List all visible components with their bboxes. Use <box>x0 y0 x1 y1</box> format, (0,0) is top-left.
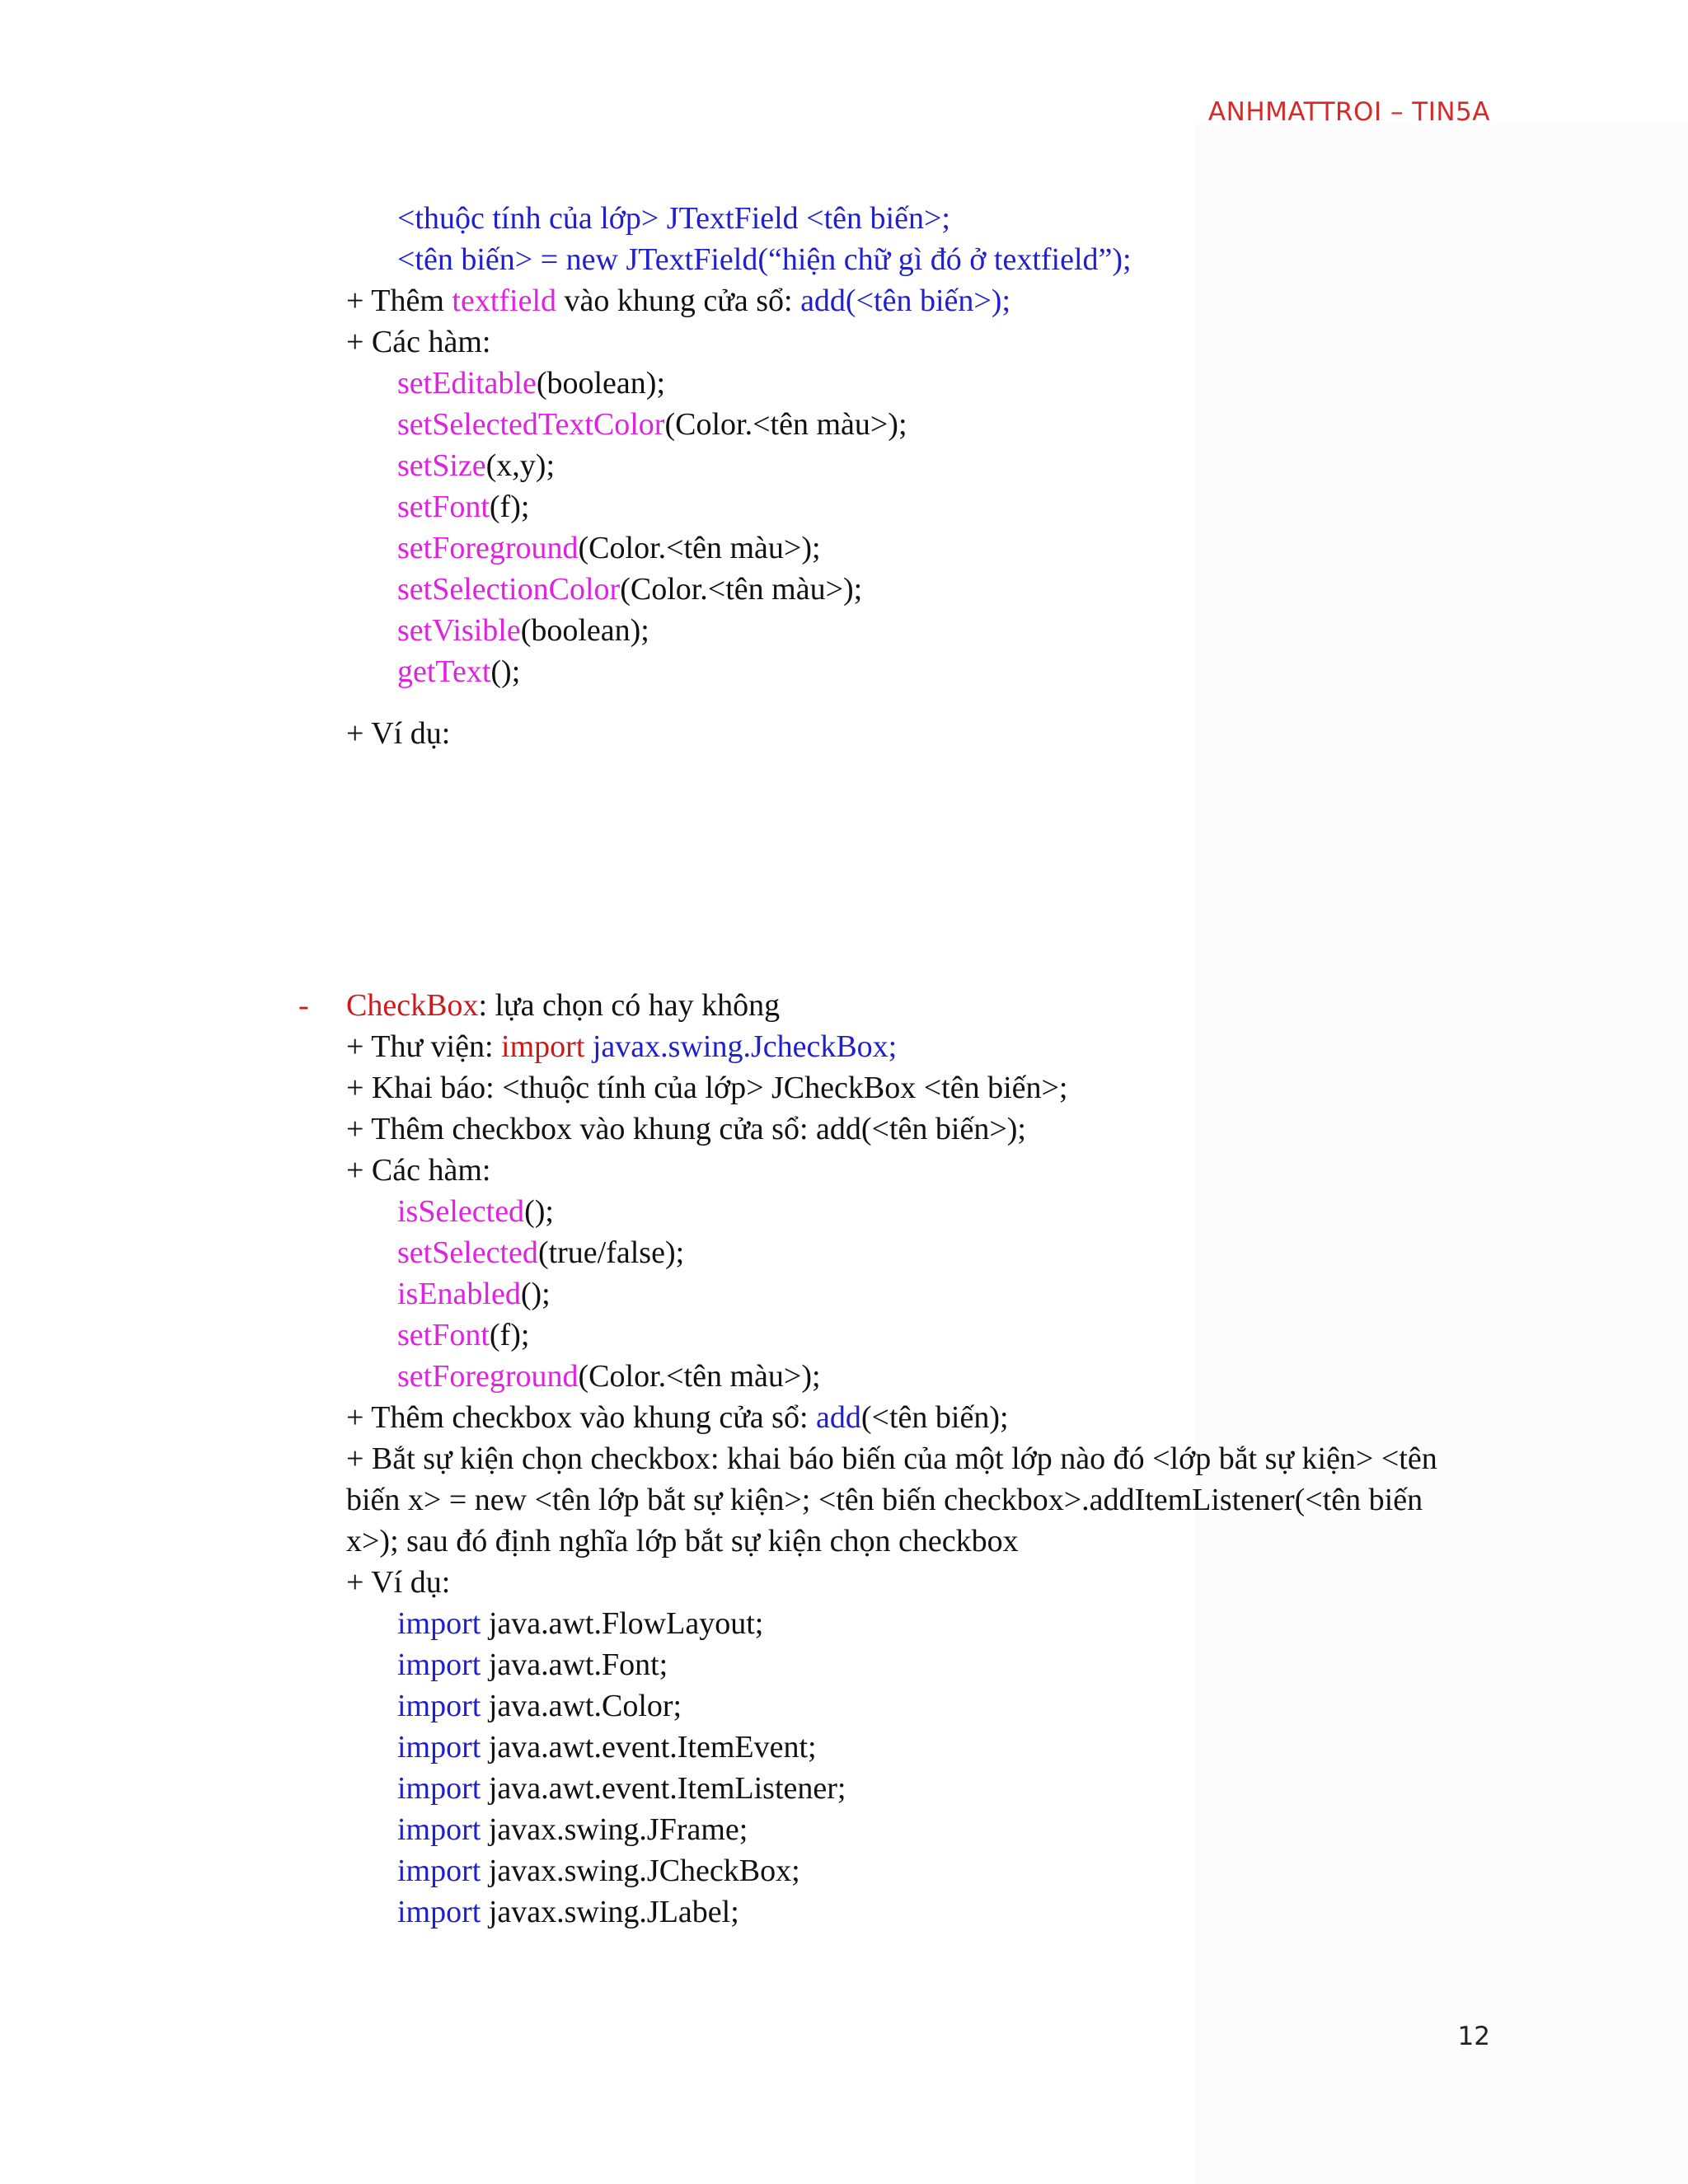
import-package: java.awt.Font; <box>481 1647 668 1682</box>
import-statement <box>397 1891 739 1933</box>
checkbox-title: CheckBox <box>346 988 479 1023</box>
import-package: javax.swing.JFrame; <box>481 1812 748 1847</box>
method-item <box>397 610 649 651</box>
add2-prefix: + Thêm checkbox vào khung cửa sổ: <box>346 1400 817 1435</box>
method-args: (); <box>490 654 521 689</box>
method-name: setSize <box>397 448 486 483</box>
method-item <box>397 527 821 569</box>
method-item <box>397 569 862 610</box>
add2-keyword: add <box>816 1400 861 1435</box>
method-name: setForeground <box>397 1359 579 1394</box>
import-keyword: import <box>397 1812 481 1847</box>
import-statement <box>397 1809 748 1850</box>
import-keyword: import <box>397 1647 481 1682</box>
add-prefix: + Thêm <box>346 284 452 318</box>
textfield-initialization: <tên biến> = new JTextField(“hiện chữ gì đó ở textfield”); <box>397 242 1132 277</box>
method-name: setSelectionColor <box>397 572 621 607</box>
method-args: (); <box>520 1277 551 1311</box>
method-args: (Color.<tên màu>); <box>664 407 907 442</box>
import-package: java.awt.FlowLayout; <box>481 1606 764 1641</box>
import-keyword: import <box>397 1771 481 1806</box>
method-name: isEnabled <box>397 1277 521 1311</box>
import-keyword: import <box>397 1606 481 1641</box>
method-args: (true/false); <box>537 1235 685 1270</box>
add-middle: vào khung cửa sổ: <box>556 284 801 318</box>
event-paragraph-line: x>); sau đó định nghĩa lớp bắt sự kiện chọn checkbox <box>346 1524 1019 1558</box>
checkbox-example-label: + Ví dụ: <box>346 1565 451 1600</box>
add2-rest: (<tên biến); <box>860 1400 1009 1435</box>
checkbox-title-rest: : lựa chọn có hay không <box>478 988 781 1023</box>
method-args: (Color.<tên màu>); <box>620 572 863 607</box>
import-statement <box>397 1727 817 1768</box>
page-number: 12 <box>1457 2022 1490 2051</box>
method-item <box>397 1232 684 1273</box>
textfield-add-line <box>346 280 1010 321</box>
import-package: javax.swing.JLabel; <box>481 1895 739 1929</box>
add-code: add(<tên biến>); <box>800 284 1011 318</box>
textfield-methods-label: + Các hàm: <box>346 325 491 359</box>
import-package: javax.swing.JCheckBox; <box>481 1854 800 1888</box>
method-name: setSelected <box>397 1235 538 1270</box>
method-item <box>397 651 520 692</box>
method-name: setForeground <box>397 531 579 565</box>
checkbox-add-line-2 <box>346 1397 1009 1438</box>
method-item <box>397 1315 529 1356</box>
method-args: (); <box>524 1194 554 1229</box>
import-keyword: import <box>501 1029 585 1064</box>
method-name: setVisible <box>397 613 521 648</box>
textfield-declaration: <thuộc tính của lớp> JTextField <tên biến>; <box>397 201 950 236</box>
method-args: (boolean); <box>536 366 665 401</box>
method-item <box>397 1273 551 1315</box>
method-args: (Color.<tên màu>); <box>578 531 821 565</box>
event-paragraph-line: + Bắt sự kiện chọn checkbox: khai báo biến của một lớp nào đó <lớp bắt sự kiện> <tên <box>346 1441 1437 1476</box>
method-item <box>397 486 529 527</box>
textfield-keyword: textfield <box>452 284 557 318</box>
running-header: ANHMATTROI – TIN5A <box>1207 97 1490 127</box>
library-prefix: + Thư viện: <box>346 1029 502 1064</box>
method-item <box>397 404 907 445</box>
method-name: setFont <box>397 490 490 524</box>
checkbox-library-line <box>346 1026 897 1067</box>
method-name: setEditable <box>397 366 537 401</box>
method-item <box>397 1191 554 1232</box>
method-args: (x,y); <box>485 448 556 483</box>
import-statement <box>397 1768 846 1809</box>
import-keyword: import <box>397 1895 481 1929</box>
checkbox-add-line: + Thêm checkbox vào khung cửa sổ: add(<tên biến>); <box>346 1112 1026 1146</box>
method-args: (boolean); <box>520 613 649 648</box>
method-item <box>397 363 665 404</box>
method-name: setFont <box>397 1318 490 1352</box>
import-keyword: import <box>397 1730 481 1765</box>
method-name: setSelectedTextColor <box>397 407 665 442</box>
method-item <box>397 445 555 486</box>
import-keyword: import <box>397 1854 481 1888</box>
event-paragraph-line: biến x> = new <tên lớp bắt sự kiện>; <tên biến checkbox>.addItemListener(<tên biến <box>346 1483 1423 1517</box>
import-statement <box>397 1685 682 1727</box>
import-package: java.awt.Color; <box>481 1689 682 1723</box>
method-args: (Color.<tên màu>); <box>578 1359 821 1394</box>
checkbox-heading <box>346 985 780 1026</box>
textfield-example-label: + Ví dụ: <box>346 716 451 751</box>
method-name: getText <box>397 654 491 689</box>
checkbox-declaration: + Khai báo: <thuộc tính của lớp> JCheckBox <tên biến>; <box>346 1071 1068 1105</box>
page-shade <box>1195 124 1688 2184</box>
import-statement <box>397 1850 800 1891</box>
import-package: java.awt.event.ItemEvent; <box>481 1730 817 1765</box>
method-args: (f); <box>489 490 530 524</box>
library-package: javax.swing.JcheckBox; <box>584 1029 898 1064</box>
checkbox-methods-label: + Các hàm: <box>346 1153 491 1188</box>
list-bullet: - <box>298 988 309 1023</box>
import-package: java.awt.event.ItemListener; <box>481 1771 846 1806</box>
import-keyword: import <box>397 1689 481 1723</box>
method-name: isSelected <box>397 1194 525 1229</box>
method-args: (f); <box>489 1318 530 1352</box>
method-item <box>397 1356 821 1397</box>
import-statement <box>397 1603 763 1644</box>
import-statement <box>397 1644 668 1685</box>
